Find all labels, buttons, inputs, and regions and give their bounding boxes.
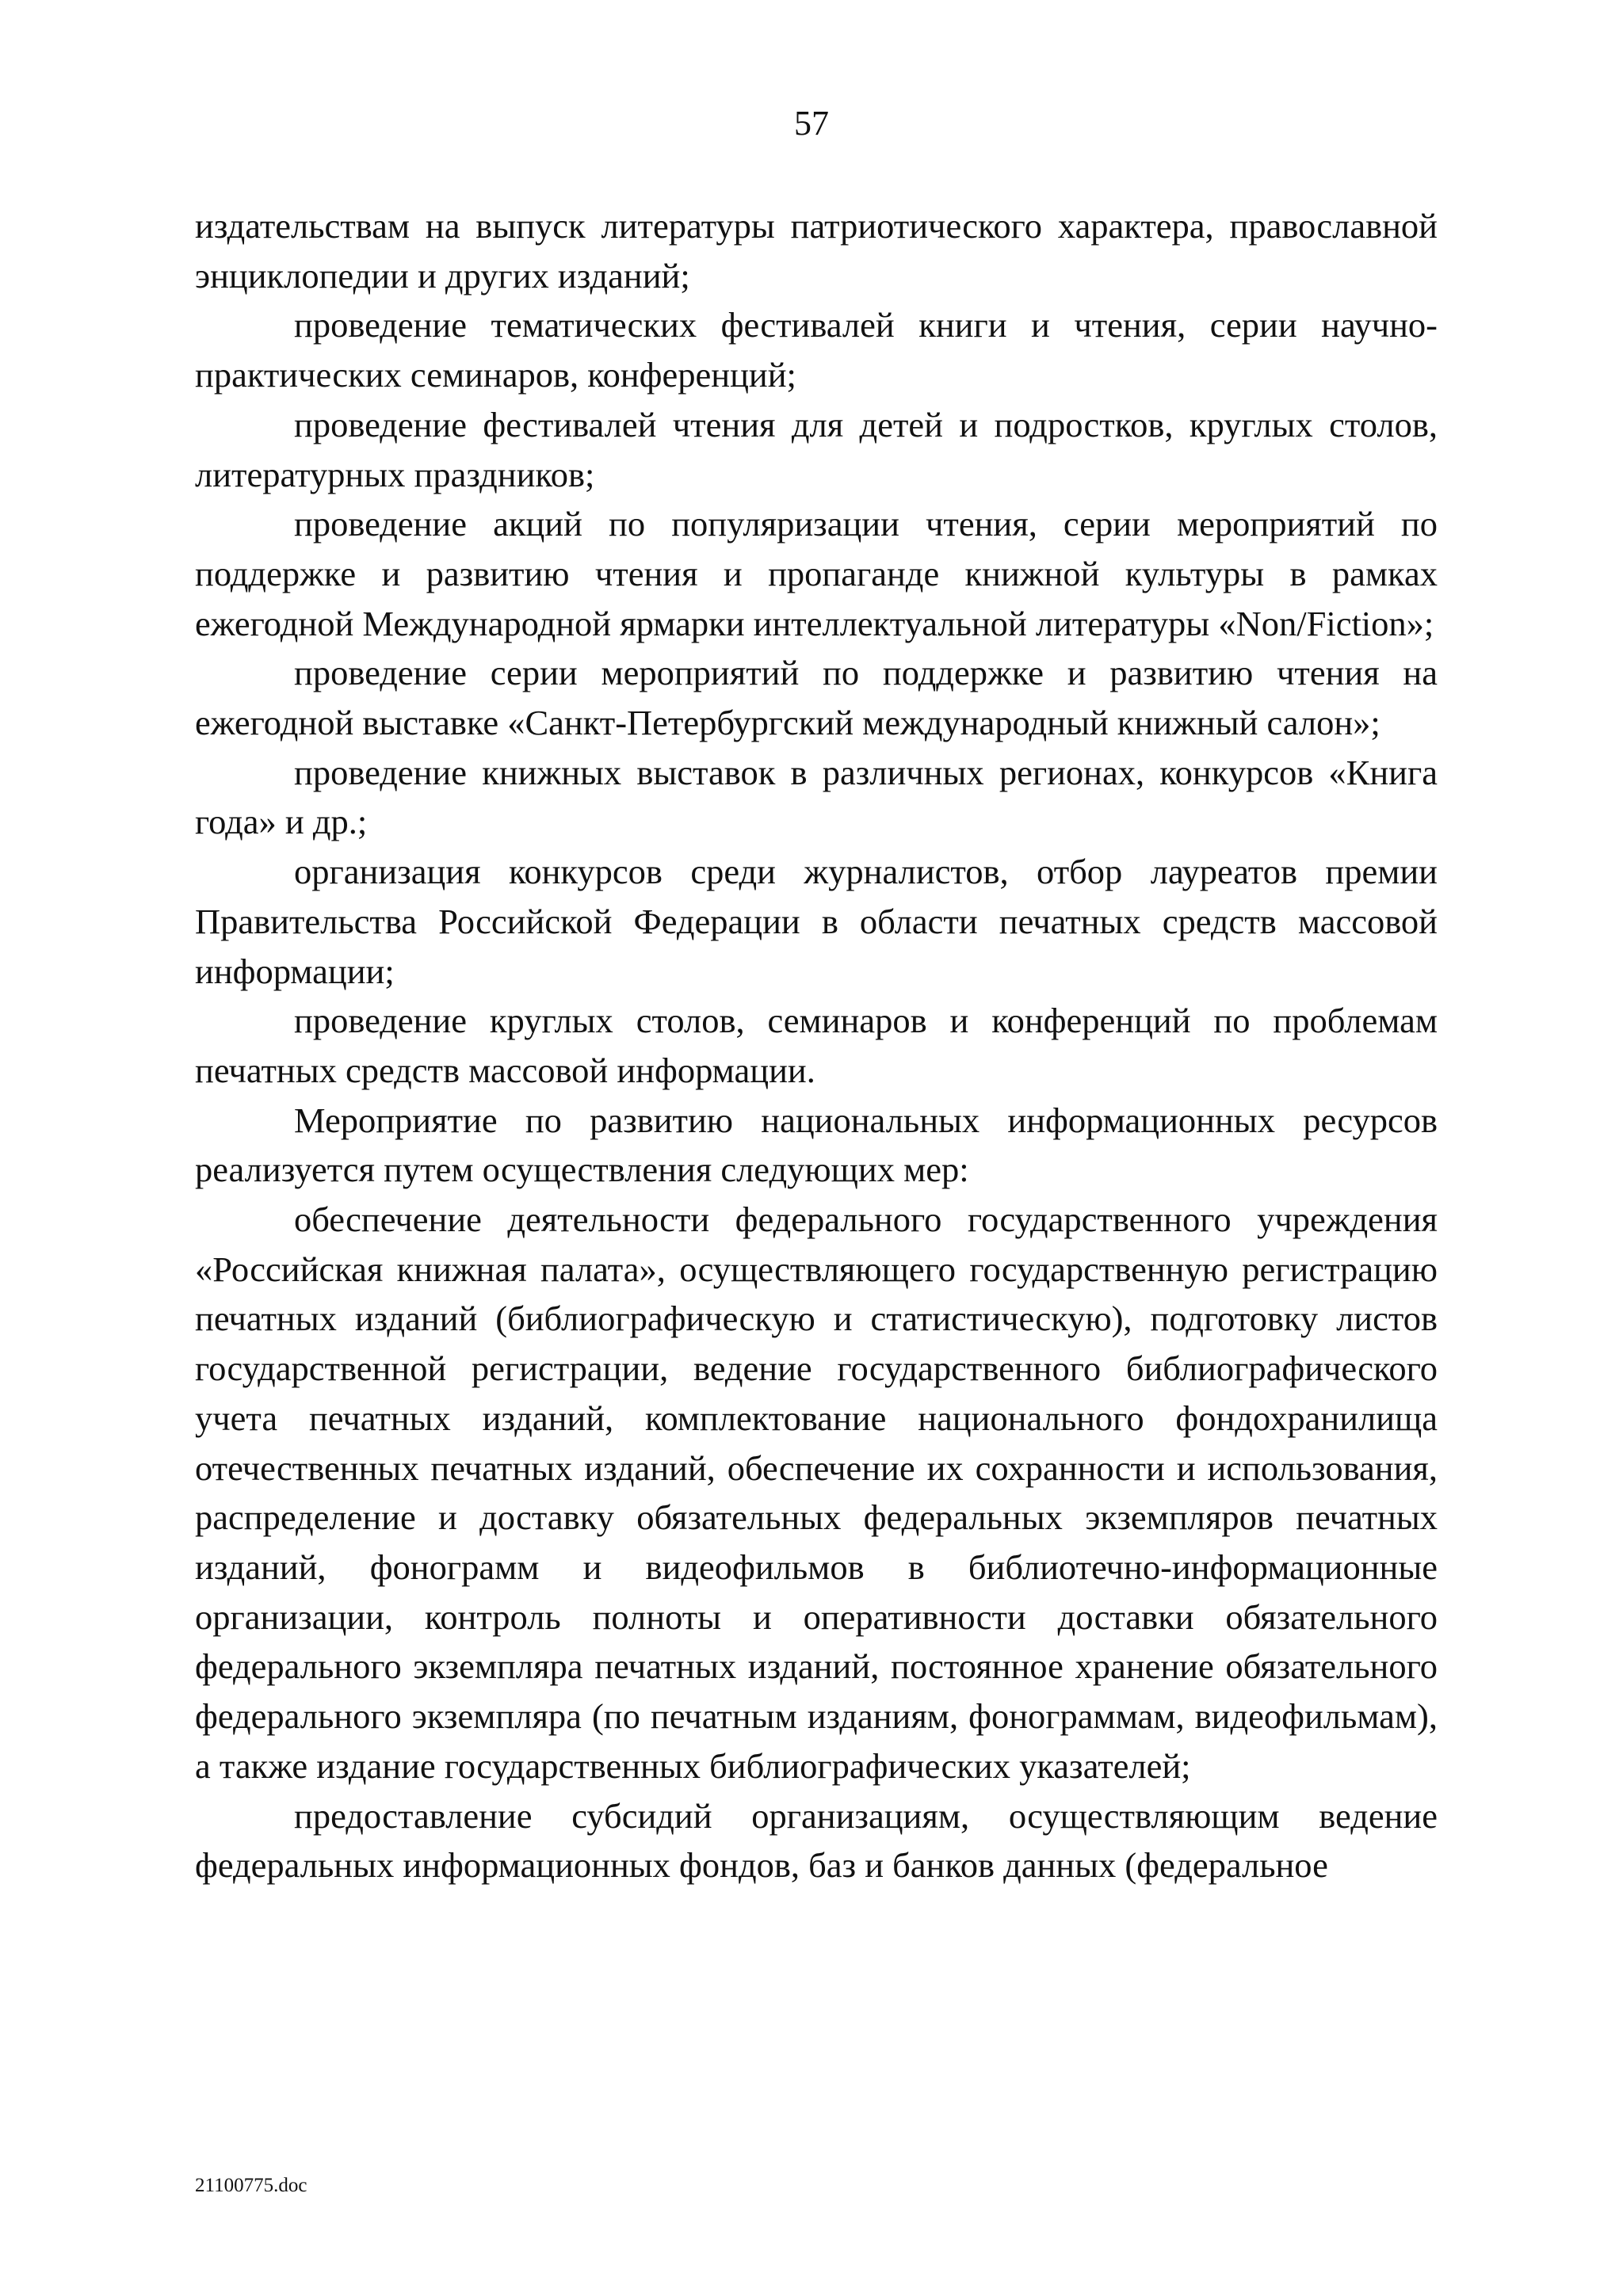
paragraph: проведение книжных выставок в различных регионах, конкурсов «Книга года» и др.; [195,752,1438,842]
paragraph: издательствам на выпуск литературы патриотического характера, православной энциклопедии и других изданий; [195,206,1438,296]
paragraph: обеспечение деятельности федерального государственного учреждения «Российская книжная палата», осуществляющего государственную регистрацию печатных изданий (библиографическую и статистическую), подготовку листов государственной регистрации, ведение государственного библиографического учета печатных изданий, комплектование национального фондохранилища отечественных печатных изданий, обеспечение их сохранности и использования, распределение и доставку обязательных федеральных экземпляров печатных изданий, фонограмм и видеофильмов в библиотечно-информационные организации, контроль полноты и оперативности доставки обязательного федерального экземпляра печатных изданий, постоянное хранение обязательного федерального экземпляра (по печатным изданиям, фонограммам, видеофильмам), а также издание государственных библиографических указателей; [195,1199,1438,1786]
paragraph: проведение серии мероприятий по поддержке и развитию чтения на ежегодной выставке «Санкт-Петербургский международный книжный салон»; [195,653,1438,743]
file-name-footer: 21100775.doc [195,2175,307,2196]
paragraph: предоставление субсидий организациям, осуществляющим ведение федеральных информационных фондов, баз и банков данных (федеральное [195,1795,1438,1886]
paragraph: проведение тематических фестивалей книги и чтения, серии научно-практических семинаров, конференций; [195,305,1438,395]
paragraph: проведение акций по популяризации чтения, серии мероприятий по поддержке и развитию чтения и пропаганде книжной культуры в рамках ежегодной Международной ярмарки интеллектуальной литературы «Non/Fiction»; [195,504,1438,643]
page-number: 57 [794,104,829,143]
document-body [195,201,1438,1890]
paragraph: проведение круглых столов, семинаров и конференций по проблемам печатных средств массовой информации. [195,1001,1438,1090]
paragraph: организация конкурсов среди журналистов, отбор лауреатов премии Правительства Российской Федерации в области печатных средств массовой информации; [195,852,1438,991]
paragraph: Мероприятие по развитию национальных информационных ресурсов реализуется путем осуществления следующих мер: [195,1100,1438,1190]
paragraph: проведение фестивалей чтения для детей и подростков, круглых столов, литературных праздников; [195,404,1438,494]
